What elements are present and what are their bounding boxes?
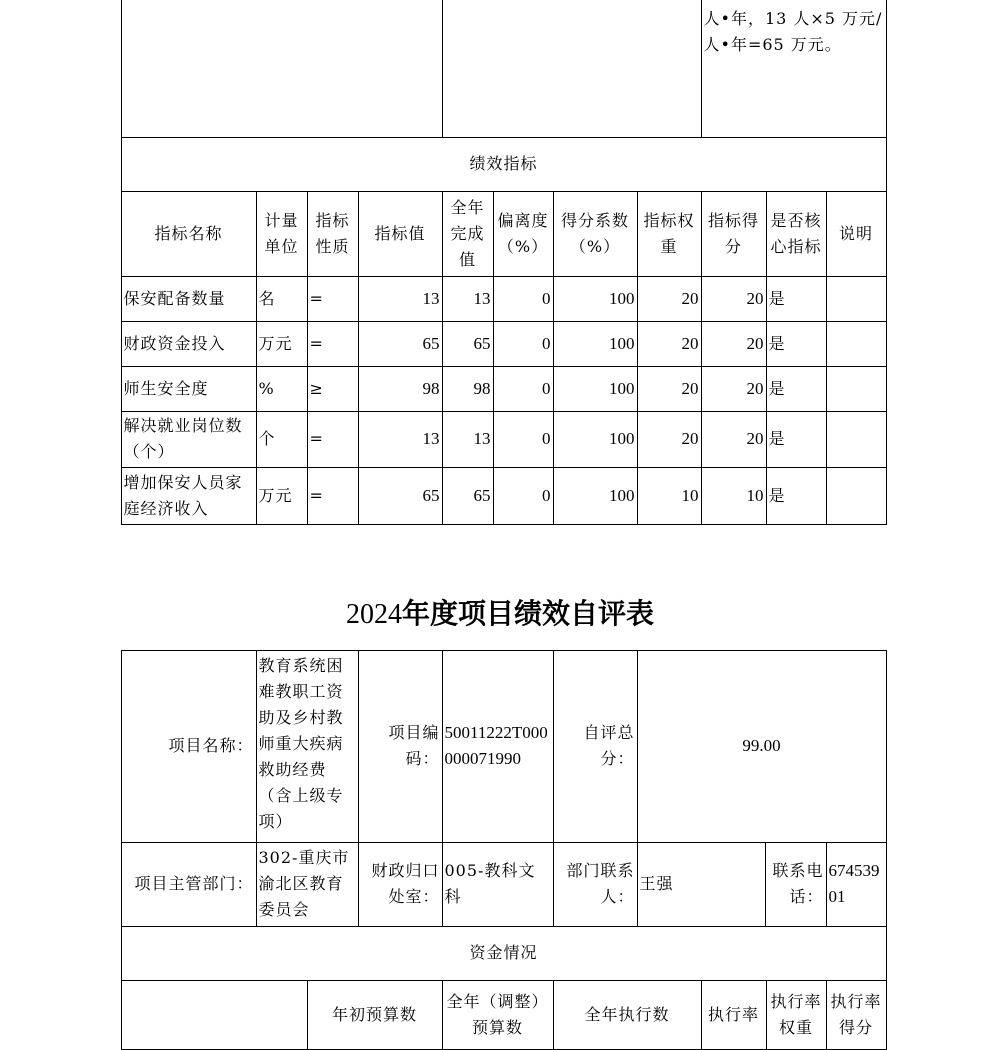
project-name-label: 项目名称： [121,650,257,843]
perf-cell: = [307,276,359,322]
perf-cell: 保安配备数量 [121,276,257,322]
perf-cell [826,276,887,322]
phone-label: 联系电话： [765,842,827,927]
perf-cell: 100 [553,321,638,367]
perf-cell: 13 [442,411,494,468]
perf-cell [826,411,887,468]
funds-header-cell: 年初预算数 [307,980,443,1050]
finance-label: 财政归口处室： [358,842,443,927]
funds-header-cell: 执行率权重 [766,980,827,1050]
perf-section-title: 绩效指标 [121,137,887,192]
score-value: 99.00 [637,650,887,843]
perf-cell: 0 [493,366,554,412]
perf-cell: 13 [358,276,443,322]
perf-cell: 是 [766,467,827,525]
project-code-label: 项目编码： [358,650,443,843]
perf-cell: 万元 [256,321,308,367]
perf-cell: 13 [358,411,443,468]
perf-cell: 98 [358,366,443,412]
perf-cell: 20 [701,366,767,412]
perf-header-cell: 指标权重 [637,191,702,277]
perf-header-cell: 是否核心指标 [766,191,827,277]
perf-cell: 100 [553,276,638,322]
perf-cell: 65 [442,321,494,367]
funds-header-cell: 执行率 [701,980,767,1050]
funds-header-cell: 全年执行数 [553,980,702,1050]
perf-cell: 20 [637,366,702,412]
perf-header-cell: 计量单位 [256,191,308,277]
perf-header-cell: 得分系数（%） [553,191,638,277]
funds-section-title: 资金情况 [121,926,887,981]
perf-cell: 10 [637,467,702,525]
perf-header-cell: 说明 [826,191,887,277]
top-cell-2 [442,0,702,138]
top-cell-calculation: 人•年，13 人×5 万元/人•年=65 万元。 [701,0,887,138]
perf-cell: 解决就业岗位数（个） [121,411,257,468]
perf-header-cell: 指标得分 [701,191,767,277]
finance-value: 005-教科文科 [442,842,554,927]
perf-cell: 20 [637,276,702,322]
perf-cell: = [307,321,359,367]
project-name: 教育系统困难教职工资助及乡村教师重大疾病救助经费（含上级专项） [256,650,359,843]
perf-cell: 财政资金投入 [121,321,257,367]
phone-value: 67453901 [826,842,887,927]
perf-cell: 增加保安人员家庭经济收入 [121,467,257,525]
perf-cell: 100 [553,467,638,525]
form-title-year: 2024 [345,599,402,630]
perf-cell: 0 [493,411,554,468]
funds-header-cell: 全年（调整）预算数 [442,980,554,1050]
perf-header-cell: 指标值 [358,191,443,277]
perf-cell: 65 [358,467,443,525]
perf-cell: 65 [358,321,443,367]
perf-cell [826,321,887,367]
perf-cell: 个 [256,411,308,468]
perf-cell: 0 [493,321,554,367]
dept-value: 302-重庆市渝北区教育委员会 [256,842,359,927]
perf-cell: 20 [701,276,767,322]
perf-cell: 98 [442,366,494,412]
perf-cell: 20 [637,321,702,367]
contact-value: 王强 [637,842,766,927]
perf-header-cell: 指标名称 [121,191,257,277]
perf-cell: 100 [553,366,638,412]
perf-cell: 万元 [256,467,308,525]
contact-label: 部门联系人： [553,842,638,927]
perf-cell: 20 [701,411,767,468]
perf-cell: 20 [701,321,767,367]
perf-cell [826,467,887,525]
perf-cell: 名 [256,276,308,322]
perf-cell: 10 [701,467,767,525]
project-code: 50011222T000000071990 [442,650,554,843]
form-title [0,592,1000,632]
perf-cell: 100 [553,411,638,468]
perf-cell: 是 [766,366,827,412]
perf-cell: ≥ [307,366,359,412]
perf-cell: 是 [766,411,827,468]
perf-header-cell: 偏离度（%） [493,191,554,277]
dept-label: 项目主管部门： [121,842,257,927]
perf-cell [826,366,887,412]
perf-cell: 20 [637,411,702,468]
perf-header-cell: 指标性质 [307,191,359,277]
perf-cell: % [256,366,308,412]
perf-cell: 是 [766,321,827,367]
perf-cell: = [307,467,359,525]
perf-cell: 65 [442,467,494,525]
form-title-text: 年度项目绩效自评表 [401,597,654,630]
top-cell-1 [121,0,443,138]
perf-cell: 是 [766,276,827,322]
funds-header-cell: 执行率得分 [826,980,887,1050]
perf-header-cell: 全年完成值 [442,191,494,277]
score-label: 自评总分： [553,650,638,843]
perf-cell: 0 [493,276,554,322]
perf-cell: 13 [442,276,494,322]
perf-cell: 0 [493,467,554,525]
funds-header-cell [121,980,308,1050]
perf-cell: = [307,411,359,468]
perf-cell: 师生安全度 [121,366,257,412]
